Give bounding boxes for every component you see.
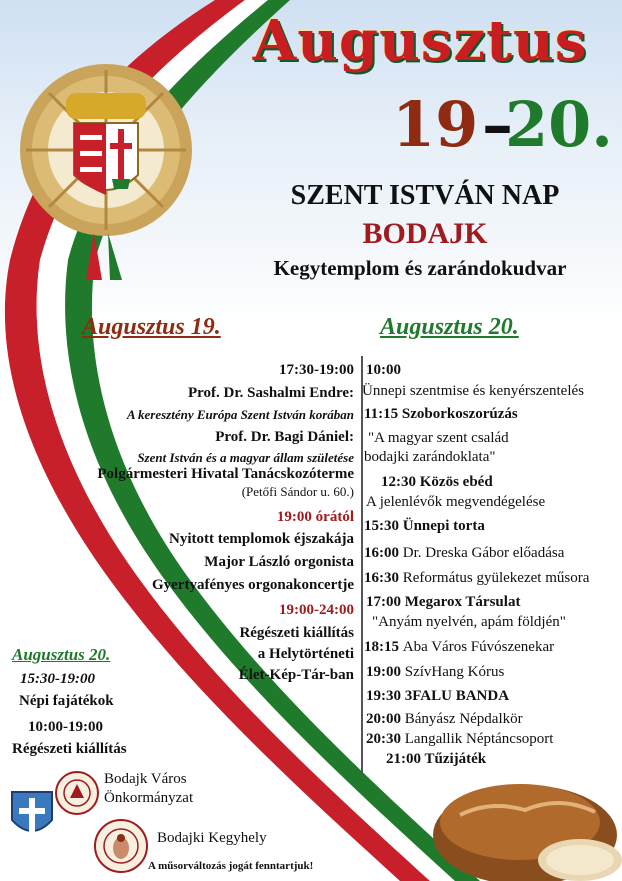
day1-item: 17:30-19:00 (279, 362, 354, 378)
organizer-town-line1: Bodajk Város (104, 771, 187, 787)
day2-item-time: 18:15 (364, 639, 403, 655)
day1-item: Prof. Dr. Sashalmi Endre: (188, 385, 354, 401)
organizer-shrine: Bodajki Kegyhely (157, 830, 267, 846)
day2-item-time: 11:15 (364, 406, 402, 422)
day2-item-time: 20:00 (366, 711, 405, 727)
town-seal-icon (54, 770, 100, 816)
day2-item (362, 383, 584, 400)
column-divider (361, 356, 363, 776)
day2-item-time: 16:00 (364, 545, 403, 561)
day2-item-text: Aba Város Fúvószenekar (402, 639, 555, 655)
day1-item: Szent István és a magyar állam születése (137, 450, 354, 465)
day1-item: 19:00 órától (276, 509, 354, 525)
day2-item (364, 570, 589, 587)
day2-item-time: 19:00 (366, 664, 405, 680)
day2-item-text: "Anyám nyelvén, apám földjén" (372, 614, 566, 630)
day2-left-program2: Régészeti kiállítás (12, 741, 127, 757)
day2-item-text: Bányász Népdalkör (404, 711, 523, 727)
day2-item (366, 594, 520, 611)
day2-item-text: Langallik Néptáncsoport (404, 731, 554, 747)
day2-item-text: Közös ebéd (419, 474, 493, 490)
day1-item: A keresztény Európa Szent István korában (126, 407, 354, 422)
day2-heading: Augusztus 20. (380, 314, 519, 340)
day2-left-time2: 10:00-19:00 (28, 719, 103, 735)
day1-item: Élet-Kép-Tár-ban (238, 667, 354, 683)
day2-item-time: 12:30 (381, 474, 420, 490)
date-end: 20. (505, 88, 613, 161)
place-name: BODAJK (362, 217, 488, 250)
day1-item: (Petőfi Sándor u. 60.) (241, 484, 354, 499)
day1-item: Régészeti kiállítás (239, 625, 354, 641)
day1-item: Prof. Dr. Bagi Dániel: (215, 429, 354, 445)
title-month: Augusztus (252, 8, 588, 74)
organizer-town (104, 770, 193, 808)
day2-item-text: A jelenlévők megvendégelése (366, 494, 546, 510)
day2-item-text: Tűzijáték (424, 751, 487, 767)
day1-heading: Augusztus 19. (82, 314, 221, 340)
day2-item-time: 20:30 (366, 731, 405, 747)
day2-item-time: 17:00 (366, 594, 405, 610)
disclaimer-note: A műsorváltozás jogát fenntartjuk! (148, 860, 314, 872)
day2-item (366, 731, 553, 748)
day2-item-text: Megarox Társulat (404, 594, 521, 610)
day1-item: 19:00-24:00 (279, 602, 354, 618)
day2-item-text: Dr. Dreska Gábor előadása (402, 545, 565, 561)
day2-item-text: Református gyülekezet műsora (402, 570, 590, 586)
day2-item-time: 19:30 (366, 688, 405, 704)
day2-left-heading: Augusztus 20. (12, 645, 111, 664)
day2-item-time: 15:30 (364, 518, 403, 534)
day2-item-text: SzívHang Kórus (404, 664, 505, 680)
day2-item-text: bodajki zarándoklata" (364, 449, 496, 465)
day2-item-text: "A magyar szent család (368, 430, 509, 446)
day1-item: Polgármesteri Hivatal Tanácskozóterme (97, 466, 354, 482)
day2-item (366, 362, 401, 379)
bread-image (430, 760, 622, 881)
day2-item-text: 3FALU BANDA (404, 688, 510, 704)
venue-name: Kegytemplom és zarándokudvar (273, 256, 567, 280)
day2-item (368, 430, 509, 447)
day2-item (381, 474, 493, 491)
day2-item (364, 639, 554, 656)
day2-item (366, 711, 523, 728)
day2-item-time: 10:00 (366, 362, 401, 378)
day2-item-time: 21:00 (386, 751, 425, 767)
day2-item (366, 688, 509, 705)
day2-item (366, 664, 504, 681)
day2-item-text: Ünnepi szentmise és kenyérszentelés (362, 383, 585, 399)
day2-item (364, 518, 485, 535)
day1-item: Major László orgonista (204, 554, 354, 570)
wheat-wreath-coat-of-arms (16, 55, 196, 280)
day2-item (364, 406, 518, 423)
day1-item: Gyertyafényes orgonakoncertje (151, 577, 354, 593)
shrine-seal-icon (93, 818, 149, 874)
day2-item-text: Szoborkoszorúzás (401, 406, 518, 422)
date-start: 19 (392, 88, 479, 161)
bodajk-coat-of-arms-icon (10, 790, 54, 842)
day2-item (366, 494, 545, 511)
day2-item-time: 16:30 (364, 570, 403, 586)
day2-item (364, 545, 564, 562)
day2-left-program1: Népi fajátékok (19, 693, 114, 709)
organizer-town-line2: Önkormányzat (104, 790, 194, 806)
day1-item: a Helytörténeti (257, 646, 354, 662)
date-dash: – (482, 88, 513, 161)
day2-item-text: Ünnepi torta (402, 518, 485, 534)
day1-item: Nyitott templomok éjszakája (169, 531, 354, 547)
day2-item (372, 614, 566, 631)
day2-item (364, 449, 495, 466)
event-name: SZENT ISTVÁN NAP (290, 180, 560, 211)
day2-left-time1: 15:30-19:00 (20, 671, 95, 687)
